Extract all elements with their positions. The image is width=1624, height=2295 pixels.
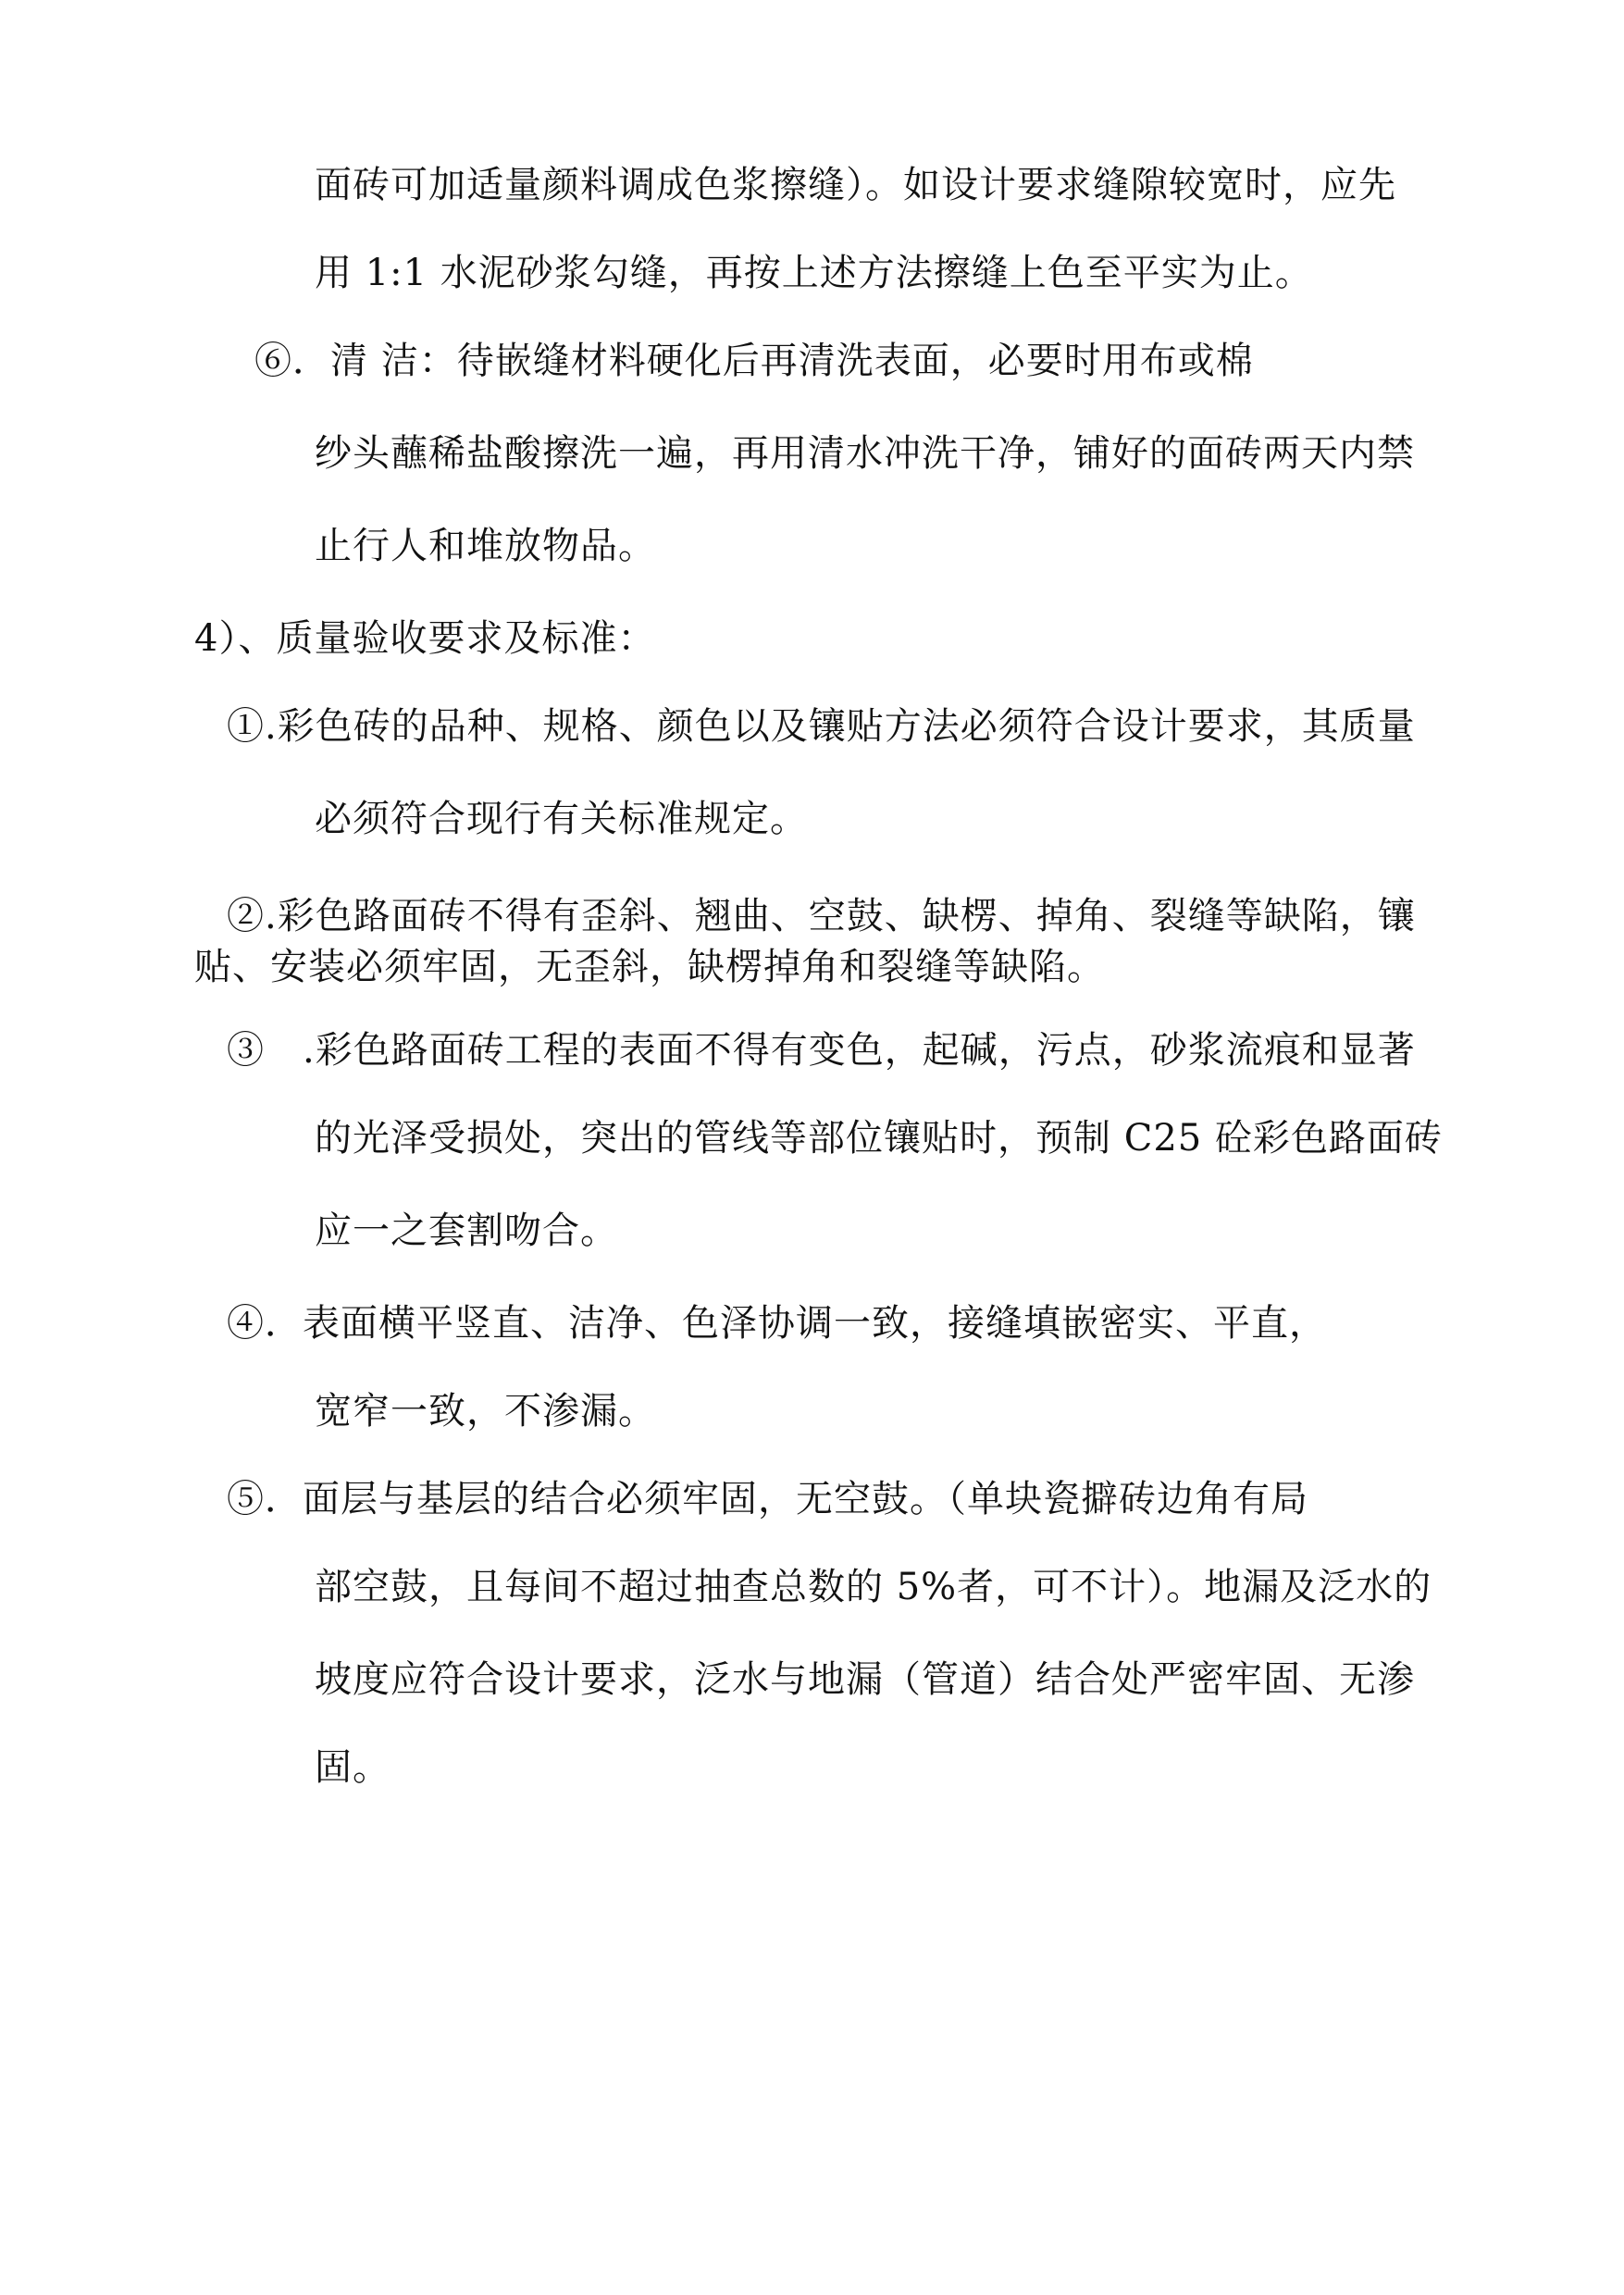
- text-line: ③ .彩色路面砖工程的表面不得有变色，起碱，污点，砂浆流痕和显著: [227, 1029, 1416, 1072]
- text-line: 纱头蘸稀盐酸擦洗一遍，再用清水冲洗干净，铺好的面砖两天内禁: [315, 432, 1415, 475]
- text-line: 坡度应符合设计要求，泛水与地漏（管道）结合处严密牢固、无渗: [315, 1658, 1415, 1701]
- text-line: ⑥．清 洁：待嵌缝材料硬化后再清洗表面，必要时用布或棉: [254, 340, 1254, 382]
- text-line: 止行人和堆放物品。: [315, 525, 656, 567]
- text-line: 宽窄一致，不渗漏。: [315, 1390, 656, 1433]
- text-line: 部空鼓，且每间不超过抽查总数的 5%者，可不计）。地漏及泛水的: [315, 1566, 1432, 1608]
- text-line: ②.彩色路面砖不得有歪斜、翘曲、空鼓、缺楞、掉角、裂缝等缺陷，镶: [227, 895, 1416, 937]
- text-line: ④．表面横平竖直、洁净、色泽协调一致，接缝填嵌密实、平直，: [227, 1302, 1327, 1345]
- text-line: 面砖可加适量颜料调成色浆擦缝）。如设计要求缝隙较宽时，应先: [315, 164, 1396, 206]
- text-line: 贴、安装必须牢固，无歪斜，缺楞掉角和裂缝等缺陷。: [194, 946, 1105, 988]
- text-line: 用 1:1 水泥砂浆勾缝，再按上述方法擦缝上色至平实为止。: [315, 252, 1313, 294]
- section-heading: 4）、质量验收要求及标准：: [194, 617, 656, 660]
- text-line: 必须符合现行有关标准规定。: [315, 798, 808, 840]
- text-line: ⑤．面层与基层的结合必须牢固，无空鼓。（单块瓷擗砖边角有局: [227, 1478, 1308, 1520]
- text-line: ①.彩色砖的品种、规格、颜色以及镶贴方法必须符合设计要求，其质量: [227, 705, 1416, 748]
- text-line: 固。: [315, 1746, 391, 1789]
- text-line: 的光泽受损处，突出的管线等部位镶贴时，预制 C25 砼彩色路面砖: [315, 1117, 1443, 1160]
- text-line: 应一之套割吻合。: [315, 1210, 618, 1252]
